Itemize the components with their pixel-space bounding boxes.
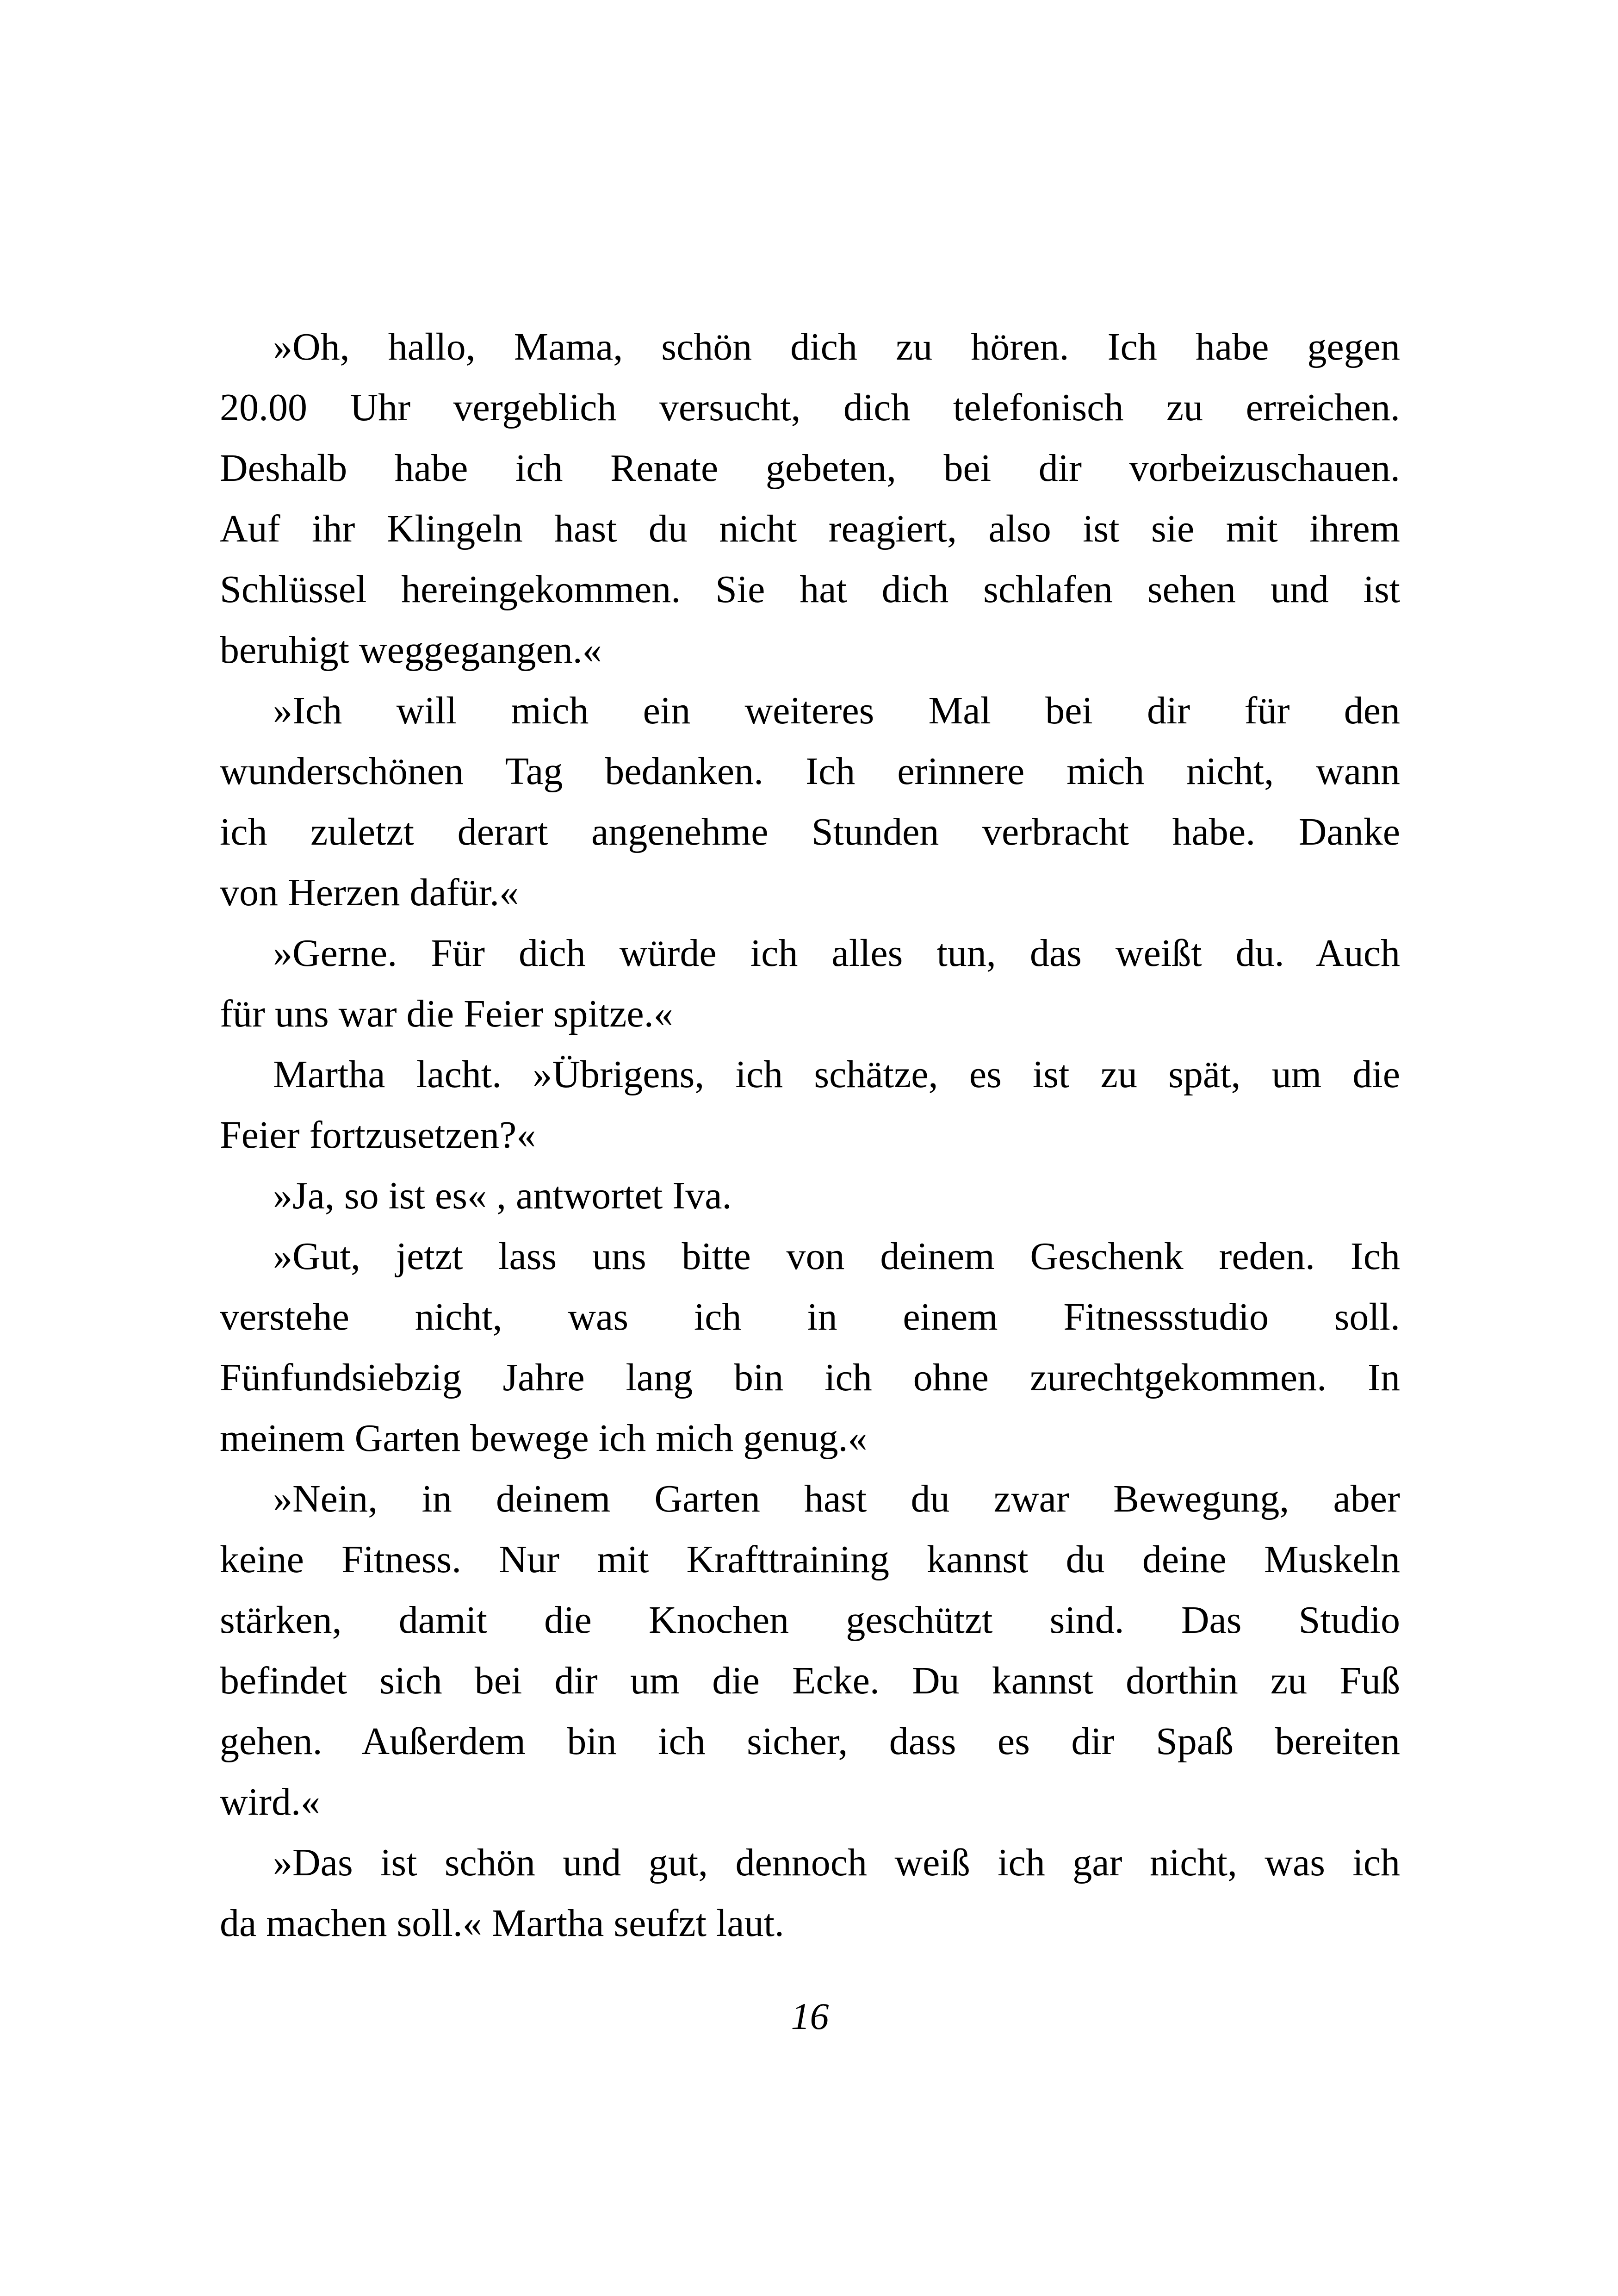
text-line: stärken, damit die Knochen geschützt sind. Das Studio [220,1599,1400,1642]
text-line: Feier fortzusetzen?« [220,1114,536,1157]
text-line: Schlüssel hereingekommen. Sie hat dich schlafen sehen und ist [220,568,1400,611]
page-number: 16 [791,1995,829,2037]
text-line: ich zuletzt derart angenehme Stunden verbracht habe. Danke [220,810,1400,853]
paragraph [220,923,1400,1044]
text-line: Fünfundsiebzig Jahre lang bin ich ohne zurechtgekommen. In [220,1356,1400,1399]
text-line: Auf ihr Klingeln hast du nicht reagiert, also ist sie mit ihrem [220,507,1400,550]
text-line: »Ja, so ist es« , antwortet Iva. [273,1174,732,1217]
paragraph [220,1468,1400,1832]
text-line: 20.00 Uhr vergeblich versucht, dich telefonisch zu erreichen. [220,386,1400,429]
text-line: »Oh, hallo, Mama, schön dich zu hören. Ich habe gegen [273,325,1400,368]
text-line: von Herzen dafür.« [220,871,519,914]
text-line: »Gut, jetzt lass uns bitte von deinem Geschenk reden. Ich [273,1235,1400,1278]
text-line: »Nein, in deinem Garten hast du zwar Bewegung, aber [273,1477,1400,1520]
text-line: befindet sich bei dir um die Ecke. Du kannst dorthin zu Fuß [220,1659,1400,1702]
text-line: beruhigt weggegangen.« [220,628,602,672]
text-line: keine Fitness. Nur mit Krafttraining kannst du deine Muskeln [220,1538,1400,1581]
paragraph [220,1044,1400,1165]
text-line: gehen. Außerdem bin ich sicher, dass es dir Spaß bereiten [220,1720,1400,1763]
text-line: »Das ist schön und gut, dennoch weiß ich gar nicht, was ich [273,1841,1400,1884]
text-line: da machen soll.« Martha seufzt laut. [220,1902,784,1945]
paragraph [220,1165,1400,1226]
paragraph [220,1832,1400,1954]
text-line: wird.« [220,1780,320,1823]
paragraph [220,680,1400,923]
text-line: »Gerne. Für dich würde ich alles tun, das weißt du. Auch [273,932,1400,975]
text-line: Deshalb habe ich Renate gebeten, bei dir vorbeizuschauen. [220,447,1400,490]
text-line: Martha lacht. »Übrigens, ich schätze, es ist zu spät, um die [273,1053,1400,1096]
text-line: »Ich will mich ein weiteres Mal bei dir für den [273,689,1400,732]
text-line: meinem Garten bewege ich mich genug.« [220,1417,868,1460]
text-line: für uns war die Feier spitze.« [220,992,673,1035]
text-line: wunderschönen Tag bedanken. Ich erinnere mich nicht, wann [220,750,1400,793]
text-line: verstehe nicht, was ich in einem Fitnessstudio soll. [220,1295,1400,1338]
paragraph [220,1226,1400,1468]
paragraph [220,317,1400,680]
page-text [220,317,1400,1954]
